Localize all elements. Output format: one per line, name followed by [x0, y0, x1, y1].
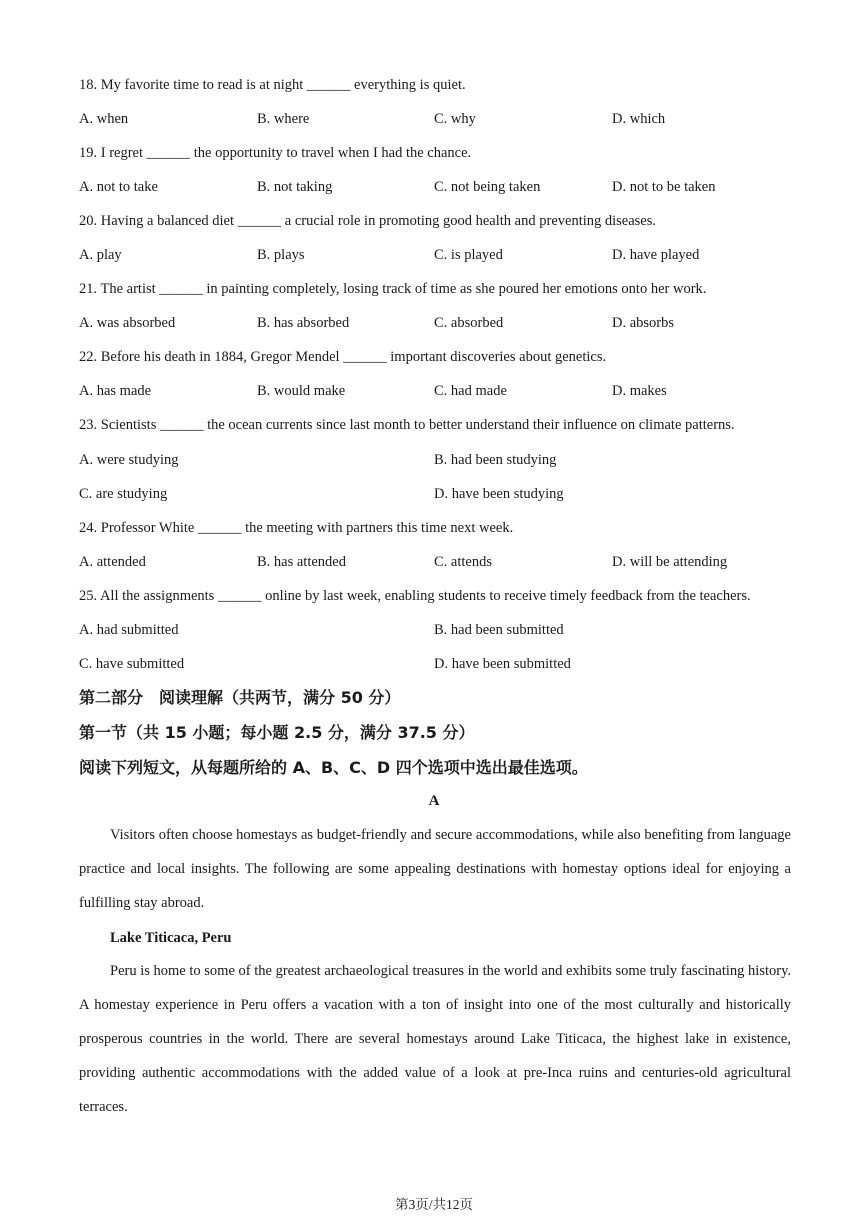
question-21-stem: 21. The artist ______ in painting completely, losing track of time as she poured her emotions onto her work.: [79, 281, 707, 297]
question-24-stem: 24. Professor White ______ the meeting with partners this time next week.: [79, 520, 514, 536]
option-b: B. not taking: [257, 179, 333, 195]
option-a: A. were studying: [79, 452, 179, 468]
question-18-stem: 18. My favorite time to read is at night ______ everything is quiet.: [79, 77, 466, 93]
option-d: D. makes: [612, 383, 667, 399]
passage-intro: Visitors often choose homestays as budget-friendly and secure accommodations, while also benefiting from language practice and local insights. The following are some appealing destinations with homestay options ideal for enjoying a fulfilling stay abroad.: [79, 827, 791, 911]
option-b: B. has attended: [257, 554, 346, 570]
passage-subheading: Lake Titicaca, Peru: [110, 930, 232, 946]
question-25-stem: 25. All the assignments ______ online by last week, enabling students to receive timely feedback from the teachers.: [79, 588, 751, 604]
option-b: B. had been submitted: [434, 622, 564, 638]
question-19-stem: 19. I regret ______ the opportunity to travel when I had the chance.: [79, 145, 472, 161]
option-a: A. when: [79, 111, 129, 127]
option-d: D. have been submitted: [434, 656, 571, 672]
option-a: A. was absorbed: [79, 315, 176, 331]
option-b: B. plays: [257, 247, 305, 263]
option-c: C. absorbed: [434, 315, 504, 331]
section1-heading: 第一节（共 15 小题；每小题 2.5 分，满分 37.5 分）: [79, 723, 475, 742]
option-d: D. which: [612, 111, 666, 127]
option-d: D. not to be taken: [612, 179, 716, 195]
option-a: A. play: [79, 247, 122, 263]
page-number: 第3页/共12页: [394, 1197, 473, 1212]
passage-body: Peru is home to some of the greatest archaeological treasures in the world and exhibits some truly fascinating history. A homestay experience in Peru offers a vacation with a ton of insight into one of the most culturally and historically prosperous countries in the world. There are several homestays around Lake Titicaca, the highest lake in existence, providing authentic accommodations with the added value of a look at pre-Inca ruins and centuries-old agricultural terraces.: [79, 963, 791, 1115]
option-d: D. have been studying: [434, 486, 564, 502]
option-d: D. will be attending: [612, 554, 728, 570]
question-23-stem: 23. Scientists ______ the ocean currents since last month to better understand their influence on climate patterns.: [79, 417, 735, 433]
reading-instruction: 阅读下列短文，从每题所给的 A、B、C、D 四个选项中选出最佳选项。: [79, 758, 588, 777]
option-c: C. are studying: [79, 486, 168, 502]
option-a: A. not to take: [79, 179, 158, 195]
option-d: D. absorbs: [612, 315, 675, 331]
option-c: C. why: [434, 111, 476, 127]
option-c: C. have submitted: [79, 656, 185, 672]
passage-title: A: [428, 793, 440, 809]
option-a: A. had submitted: [79, 622, 179, 638]
option-c: C. is played: [434, 247, 503, 263]
option-c: C. not being taken: [434, 179, 541, 195]
option-a: A. has made: [79, 383, 152, 399]
question-20-stem: 20. Having a balanced diet ______ a crucial role in promoting good health and preventing diseases.: [79, 213, 657, 229]
option-b: B. has absorbed: [257, 315, 350, 331]
option-b: B. where: [257, 111, 310, 127]
option-b: B. would make: [257, 383, 346, 399]
question-22-stem: 22. Before his death in 1884, Gregor Mendel ______ important discoveries about genetics.: [79, 349, 607, 365]
part2-heading: 第二部分 阅读理解（共两节，满分 50 分）: [79, 688, 401, 707]
option-c: C. had made: [434, 383, 507, 399]
option-d: D. have played: [612, 247, 700, 263]
option-c: C. attends: [434, 554, 492, 570]
option-a: A. attended: [79, 554, 146, 570]
option-b: B. had been studying: [434, 452, 557, 468]
